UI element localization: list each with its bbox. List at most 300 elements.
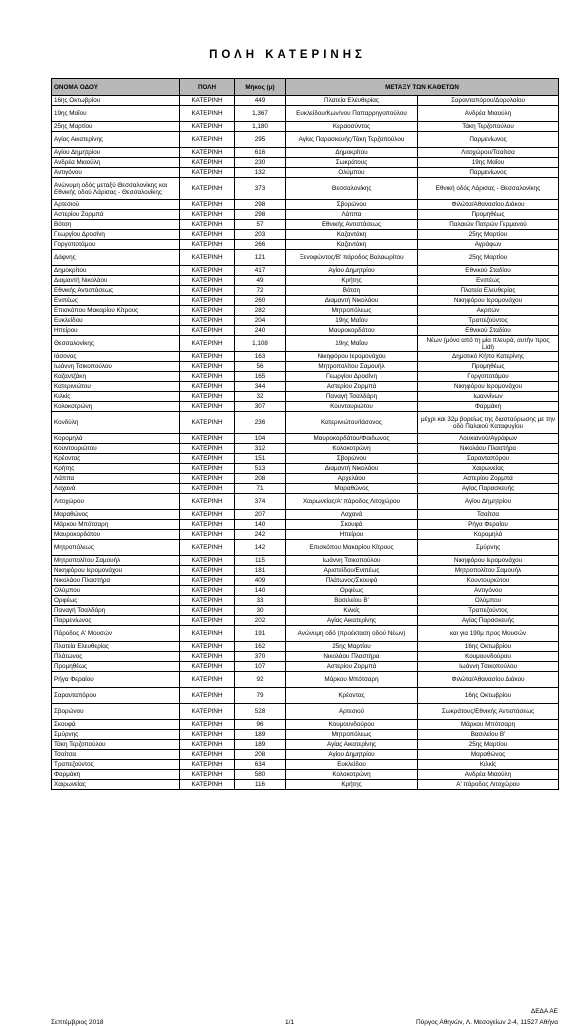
length-cell: 240 [235,326,286,336]
city-cell: ΚΑΤΕΡΙΝΗ [180,750,235,760]
from-street-cell: Μαυροκορδάτου [286,326,418,336]
to-street-cell: 19ης Μαΐου [418,158,559,168]
table-row [52,316,559,326]
to-street-cell: μέχρι και 32μ βορείως της διασταύρωσης με την οδό Παλαιού Καταφυγίου [418,412,559,434]
table-row [52,484,559,494]
table-row [52,240,559,250]
to-street-cell: Κιλκίς [418,760,559,770]
from-street-cell: Ξενοφώντος/Β' πάροδος Βαλαωρίτου [286,250,418,266]
to-street-cell: Παρμενίωνος [418,132,559,148]
street-name-cell: Ιωάννη Τσικοπούλου [52,362,180,372]
to-street-cell: Τάκη Τερζοπούλου [418,122,559,132]
street-name-cell: Δημοκρίτου [52,266,180,276]
to-street-cell: Ολύμπου [418,596,559,606]
table-row [52,412,559,434]
street-name-cell: Μητροπόλεως [52,540,180,556]
street-name-cell: Παναγή Τσαλδάρη [52,606,180,616]
city-cell: ΚΑΤΕΡΙΝΗ [180,392,235,402]
table-row [52,672,559,688]
city-cell: ΚΑΤΕΡΙΝΗ [180,616,235,626]
to-street-cell: Νέων (μόνο από τη μία πλευρά, αυτήν προς Lidl) [418,336,559,352]
to-street-cell: Νικολάου Πλαστήρα [418,444,559,454]
length-cell: 409 [235,576,286,586]
city-cell: ΚΑΤΕΡΙΝΗ [180,96,235,106]
street-name-cell: Σκουφά [52,720,180,730]
to-street-cell: Αγίας Παρασκευής [418,484,559,494]
to-street-cell: Γοργοποτάμου [418,372,559,382]
city-cell: ΚΑΤΕΡΙΝΗ [180,626,235,642]
from-street-cell: Επισκόπου Μακαρίου Κίτρους [286,540,418,556]
to-street-cell: Αντιγόνου [418,586,559,596]
table-row [52,444,559,454]
from-street-cell: 25ης Μαρτίου [286,642,418,652]
table-row [52,720,559,730]
street-name-cell: Ιάσονος [52,352,180,362]
streets-table [51,78,559,790]
page-title: ΠΟΛΗ ΚΑΤΕΡΙΝΗΣ [209,49,366,61]
city-cell: ΚΑΤΕΡΙΝΗ [180,250,235,266]
city-cell: ΚΑΤΕΡΙΝΗ [180,566,235,576]
from-street-cell: Κρέοντας [286,688,418,704]
from-street-cell: Σβορώνου [286,454,418,464]
street-name-cell: Πλατεία Ελευθερίας [52,642,180,652]
from-street-cell: Αριστείδου/Ενιπέως [286,566,418,576]
city-cell: ΚΑΤΕΡΙΝΗ [180,642,235,652]
street-name-cell: Μητροπολίτου Σαμουήλ [52,556,180,566]
city-cell: ΚΑΤΕΡΙΝΗ [180,662,235,672]
to-street-cell: Φαρμάκη [418,402,559,412]
street-name-cell: Καζαντζάκη [52,372,180,382]
length-cell: 295 [235,132,286,148]
to-street-cell: Νικηφόρου Ιερομονάχου [418,556,559,566]
from-street-cell: Λάππα [286,210,418,220]
city-cell: ΚΑΤΕΡΙΝΗ [180,770,235,780]
table-row [52,434,559,444]
length-cell: 121 [235,250,286,266]
length-cell: 207 [235,510,286,520]
table-row [52,586,559,596]
street-name-cell: Ολύμπου [52,586,180,596]
street-name-cell: Κιλκίς [52,392,180,402]
table-row [52,464,559,474]
street-name-cell: Επισκόπου Μακαρίου Κίτρους [52,306,180,316]
table-row [52,520,559,530]
city-cell: ΚΑΤΕΡΙΝΗ [180,652,235,662]
length-cell: 1,367 [235,106,286,122]
street-name-cell: Ανδρέα Μιαούλη [52,158,180,168]
city-cell: ΚΑΤΕΡΙΝΗ [180,606,235,616]
table-row [52,760,559,770]
city-cell: ΚΑΤΕΡΙΝΗ [180,688,235,704]
table-row [52,326,559,336]
footer-organization: ΔΕΔΑ ΑΕ [530,1008,558,1015]
city-cell: ΚΑΤΕΡΙΝΗ [180,316,235,326]
length-cell: 132 [235,168,286,178]
to-street-cell: Φιλώτα/Αθανασίου Διάκου [418,672,559,688]
length-cell: 344 [235,382,286,392]
street-name-cell: Θεσσαλονίκης [52,336,180,352]
from-street-cell: Αγίου Δημητρίου [286,750,418,760]
to-street-cell: Αγίου Δημητρίου [418,494,559,510]
length-cell: 307 [235,402,286,412]
from-street-cell: Κρήτης [286,780,418,790]
street-name-cell: Κολοκοτρώνη [52,402,180,412]
from-street-cell: Βότση [286,286,418,296]
footer-page-number: 1/1 [285,1019,295,1026]
to-street-cell: Σωκράτους/Εθνικής Αντιστάσεως [418,704,559,720]
from-street-cell: Αγίας Αικατερίνης [286,740,418,750]
length-cell: 79 [235,688,286,704]
length-cell: 266 [235,240,286,250]
table-row [52,626,559,642]
to-street-cell: Μάρκου Μπότσαρη [418,720,559,730]
city-cell: ΚΑΤΕΡΙΝΗ [180,106,235,122]
length-cell: 30 [235,606,286,616]
street-name-cell: Τάκη Τερζοπούλου [52,740,180,750]
city-cell: ΚΑΤΕΡΙΝΗ [180,266,235,276]
table-row [52,530,559,540]
street-name-cell: Σβορώνου [52,704,180,720]
to-street-cell: 16ης Οκτωβρίου [418,688,559,704]
to-street-cell: Αγράφων [418,240,559,250]
table-row [52,276,559,286]
to-street-cell: 25ης Μαρτίου [418,250,559,266]
table-row [52,510,559,520]
length-cell: 56 [235,362,286,372]
length-cell: 260 [235,296,286,306]
from-street-cell: Παναγή Τσαλδάρη [286,392,418,402]
city-cell: ΚΑΤΕΡΙΝΗ [180,372,235,382]
table-row [52,362,559,372]
from-street-cell: Αγίας Αικατερίνης [286,616,418,626]
from-street-cell: Διαμαντή Νικολάου [286,296,418,306]
from-street-cell: Κεραοσύντος [286,122,418,132]
length-cell: 616 [235,148,286,158]
table-row [52,662,559,672]
to-street-cell: Κορομηλά [418,530,559,540]
table-row [52,770,559,780]
length-cell: 140 [235,520,286,530]
street-name-cell: Κρήτης [52,464,180,474]
street-name-cell: Σαρανταπόρου [52,688,180,704]
city-cell: ΚΑΤΕΡΙΝΗ [180,454,235,464]
length-cell: 163 [235,352,286,362]
length-cell: 208 [235,474,286,484]
street-name-cell: Τσαίτσα [52,750,180,760]
to-street-cell: Τσαίτσα [418,510,559,520]
from-street-cell: Ιωάννη Τσικοπούλου [286,556,418,566]
street-name-cell: Μαυροκορδάτου [52,530,180,540]
street-name-cell: Λιτοχώρου [52,494,180,510]
street-name-cell: Μάρκου Μπότσαρη [52,520,180,530]
table-row [52,372,559,382]
city-cell: ΚΑΤΕΡΙΝΗ [180,200,235,210]
city-cell: ΚΑΤΕΡΙΝΗ [180,286,235,296]
header-length: Μήκος (μ) [235,79,286,96]
city-cell: ΚΑΤΕΡΙΝΗ [180,158,235,168]
city-cell: ΚΑΤΕΡΙΝΗ [180,576,235,586]
street-name-cell: Παρμενίωνος [52,616,180,626]
from-street-cell: Αστερίου Ζορμπά [286,662,418,672]
length-cell: 32 [235,392,286,402]
city-cell: ΚΑΤΕΡΙΝΗ [180,740,235,750]
table-row [52,392,559,402]
from-street-cell: Κατερινιώτου/Ιάσονος [286,412,418,434]
to-street-cell: Σαρανταπόρου [418,454,559,464]
street-name-cell: Πάροδος Α' Μουσών [52,626,180,642]
street-name-cell: Σμύρνης [52,730,180,740]
to-street-cell: Μαραθώνος [418,750,559,760]
table-row [52,652,559,662]
street-name-cell: Ορφέως [52,596,180,606]
street-name-cell: Κουντουριώτου [52,444,180,454]
to-street-cell: Εθνικού Σταδίου [418,326,559,336]
header-between: ΜΕΤΑΞΥ ΤΩΝ ΚΑΘΕΤΩΝ [286,79,559,96]
street-name-cell: Ευκλείδου [52,316,180,326]
to-street-cell: και για 190μ προς Μουσών [418,626,559,642]
city-cell: ΚΑΤΕΡΙΝΗ [180,464,235,474]
from-street-cell: Κρήτης [286,276,418,286]
from-street-cell: Σκουφά [286,520,418,530]
from-street-cell: Σωκράτους [286,158,418,168]
to-street-cell: 25ης Μαρτίου [418,230,559,240]
to-street-cell: Λουκιανού/Αγράφων [418,434,559,444]
street-name-cell: Ηπείρου [52,326,180,336]
from-street-cell: Πλατεία Ελευθερίας [286,96,418,106]
to-street-cell: Χαιρωνείας [418,464,559,474]
street-name-cell: Δάφνης [52,250,180,266]
city-cell: ΚΑΤΕΡΙΝΗ [180,336,235,352]
city-cell: ΚΑΤΕΡΙΝΗ [180,168,235,178]
city-cell: ΚΑΤΕΡΙΝΗ [180,484,235,494]
city-cell: ΚΑΤΕΡΙΝΗ [180,780,235,790]
length-cell: 49 [235,276,286,286]
length-cell: 189 [235,730,286,740]
street-name-cell: Αγίου Δημητρίου [52,148,180,158]
length-cell: 116 [235,780,286,790]
city-cell: ΚΑΤΕΡΙΝΗ [180,306,235,316]
length-cell: 71 [235,484,286,494]
street-name-cell: Πλάτωνος [52,652,180,662]
city-cell: ΚΑΤΕΡΙΝΗ [180,210,235,220]
city-cell: ΚΑΤΕΡΙΝΗ [180,760,235,770]
table-row [52,178,559,200]
table-row [52,704,559,720]
to-street-cell: Φιλώτα/Αθανασίου Διάκου [418,200,559,210]
from-street-cell: Μητροπολίτου Σαμουήλ [286,362,418,372]
from-street-cell: Ολύμπου [286,168,418,178]
table-row [52,168,559,178]
city-cell: ΚΑΤΕΡΙΝΗ [180,672,235,688]
length-cell: 191 [235,626,286,642]
street-name-cell: Ενιπέως [52,296,180,306]
from-street-cell: Κολοκοτρώνη [286,770,418,780]
street-name-cell: Λάππα [52,474,180,484]
table-row [52,122,559,132]
table-row [52,494,559,510]
street-name-cell: Ανώνυμη οδός μεταξύ Θεσσαλονίκης και Εθνικής οδού Λάρισας - Θεσσαλονίκης [52,178,180,200]
length-cell: 634 [235,760,286,770]
city-cell: ΚΑΤΕΡΙΝΗ [180,362,235,372]
from-street-cell: Θεσσαλονίκης [286,178,418,200]
length-cell: 513 [235,464,286,474]
table-row [52,642,559,652]
to-street-cell: Ενιπέως [418,276,559,286]
to-street-cell: Παρμενίωνος [418,168,559,178]
street-name-cell: Κρέοντας [52,454,180,464]
table-row [52,740,559,750]
from-street-cell: 19ης Μαΐου [286,316,418,326]
city-cell: ΚΑΤΕΡΙΝΗ [180,132,235,148]
to-street-cell: Ακριτών [418,306,559,316]
from-street-cell: Νικηφόρου Ιερομονάχου [286,352,418,362]
length-cell: 140 [235,586,286,596]
from-street-cell: Αγίας Παρασκευής/Τάκη Τερζοπούλου [286,132,418,148]
table-row [52,616,559,626]
to-street-cell: Σμύρνης [418,540,559,556]
length-cell: 236 [235,412,286,434]
from-street-cell: Αρτεσιού [286,704,418,720]
to-street-cell: Αστερίου Ζορμπά [418,474,559,484]
city-cell: ΚΑΤΕΡΙΝΗ [180,540,235,556]
from-street-cell: Κιλκίς [286,606,418,616]
table-row [52,336,559,352]
to-street-cell: Προμηθέως [418,362,559,372]
length-cell: 242 [235,530,286,540]
street-name-cell: Εθνικής Αντιστάσεως [52,286,180,296]
from-street-cell: Χαιρωνείας/Α' πάροδος Λιτοχώρου [286,494,418,510]
city-cell: ΚΑΤΕΡΙΝΗ [180,520,235,530]
length-cell: 208 [235,750,286,760]
length-cell: 1,180 [235,122,286,132]
to-street-cell: 16ης Οκτωβρίου [418,642,559,652]
street-name-cell: Κονδύλη [52,412,180,434]
from-street-cell: Ηπείρου [286,530,418,540]
from-street-cell: 19ης Μαΐου [286,336,418,352]
to-street-cell: Σαρανταπόρου/Δορυλαίου [418,96,559,106]
from-street-cell: Λαχανά [286,510,418,520]
to-street-cell: Ιωάννη Τσικοπούλου [418,662,559,672]
from-street-cell: Κουμουνδούρου [286,720,418,730]
street-name-cell: Αρτεσιού [52,200,180,210]
length-cell: 189 [235,740,286,750]
table-body [52,96,559,790]
table-row [52,250,559,266]
to-street-cell: Παλαιών Πατρών Γερμανού [418,220,559,230]
street-name-cell: Διαμαντή Νικολάου [52,276,180,286]
city-cell: ΚΑΤΕΡΙΝΗ [180,720,235,730]
from-street-cell: Αγίου Δημητρίου [286,266,418,276]
from-street-cell: Μαυροκορδάτου/Φαιδωνος [286,434,418,444]
from-street-cell: Βασιλείου Β' [286,596,418,606]
to-street-cell: Βασιλείου Β' [418,730,559,740]
table-row [52,606,559,616]
length-cell: 162 [235,642,286,652]
length-cell: 580 [235,770,286,780]
table-row [52,158,559,168]
street-name-cell: Κορομηλά [52,434,180,444]
length-cell: 373 [235,178,286,200]
length-cell: 449 [235,96,286,106]
from-street-cell: Ορφέως [286,586,418,596]
to-street-cell: Εθνικού Σταδίου [418,266,559,276]
from-street-cell: Εθνικής Αντιστάσεως [286,220,418,230]
from-street-cell: Μητροπόλεως [286,730,418,740]
from-street-cell: Σβορώνου [286,200,418,210]
city-cell: ΚΑΤΕΡΙΝΗ [180,434,235,444]
length-cell: 312 [235,444,286,454]
street-name-cell: Νικηφόρου Ιερομονάχου [52,566,180,576]
city-cell: ΚΑΤΕΡΙΝΗ [180,382,235,392]
city-cell: ΚΑΤΕΡΙΝΗ [180,474,235,484]
length-cell: 165 [235,372,286,382]
street-name-cell: Νικολάου Πλαστήρα [52,576,180,586]
length-cell: 33 [235,596,286,606]
table-row [52,382,559,392]
to-street-cell: Προμηθέως [418,210,559,220]
city-cell: ΚΑΤΕΡΙΝΗ [180,276,235,286]
table-row [52,200,559,210]
length-cell: 230 [235,158,286,168]
length-cell: 72 [235,286,286,296]
length-cell: 204 [235,316,286,326]
to-street-cell: Ανδρέα Μιαούλη [418,106,559,122]
to-street-cell: Κουμουνδούρου [418,652,559,662]
to-street-cell: Ανδρέα Μιαούλη [418,770,559,780]
to-street-cell: Κουντουριώτου [418,576,559,586]
to-street-cell: Ιωαννίνων [418,392,559,402]
from-street-cell: Μαραθώνος [286,484,418,494]
city-cell: ΚΑΤΕΡΙΝΗ [180,704,235,720]
street-name-cell: 19ης Μαΐου [52,106,180,122]
table-row [52,306,559,316]
city-cell: ΚΑΤΕΡΙΝΗ [180,122,235,132]
city-cell: ΚΑΤΕΡΙΝΗ [180,326,235,336]
table-row [52,106,559,122]
street-name-cell: Γοργοποτάμου [52,240,180,250]
table-row [52,266,559,276]
from-street-cell: Ευκλείδου/Κων/νου Παπαρρηγοπούλου [286,106,418,122]
city-cell: ΚΑΤΕΡΙΝΗ [180,178,235,200]
street-name-cell: 16ης Οκτωβρίου [52,96,180,106]
length-cell: 104 [235,434,286,444]
to-street-cell: Αγίας Παρασκευής [418,616,559,626]
table-row [52,352,559,362]
table-row [52,148,559,158]
street-name-cell: Φαρμάκη [52,770,180,780]
city-cell: ΚΑΤΕΡΙΝΗ [180,230,235,240]
street-name-cell: Γεωργίου Δροσίνη [52,230,180,240]
from-street-cell: Γεωργίου Δροσίνη [286,372,418,382]
from-street-cell: Νικολάου Πλαστήρα [286,652,418,662]
table-row [52,688,559,704]
table-row [52,296,559,306]
from-street-cell: Ανώνυμη οδό (προέκταση οδού Νέων) [286,626,418,642]
city-cell: ΚΑΤΕΡΙΝΗ [180,240,235,250]
footer-date: Σεπτέμβριος 2018 [51,1019,104,1026]
from-street-cell: Κολοκοτρώνη [286,444,418,454]
from-street-cell: Ευκλείδου [286,760,418,770]
table-row [52,576,559,586]
from-street-cell: Κουντουριώτου [286,402,418,412]
city-cell: ΚΑΤΕΡΙΝΗ [180,556,235,566]
length-cell: 115 [235,556,286,566]
table-row [52,540,559,556]
street-name-cell: Αντιγόνου [52,168,180,178]
street-name-cell: Βότση [52,220,180,230]
table-header-row [52,79,559,96]
table-row [52,230,559,240]
